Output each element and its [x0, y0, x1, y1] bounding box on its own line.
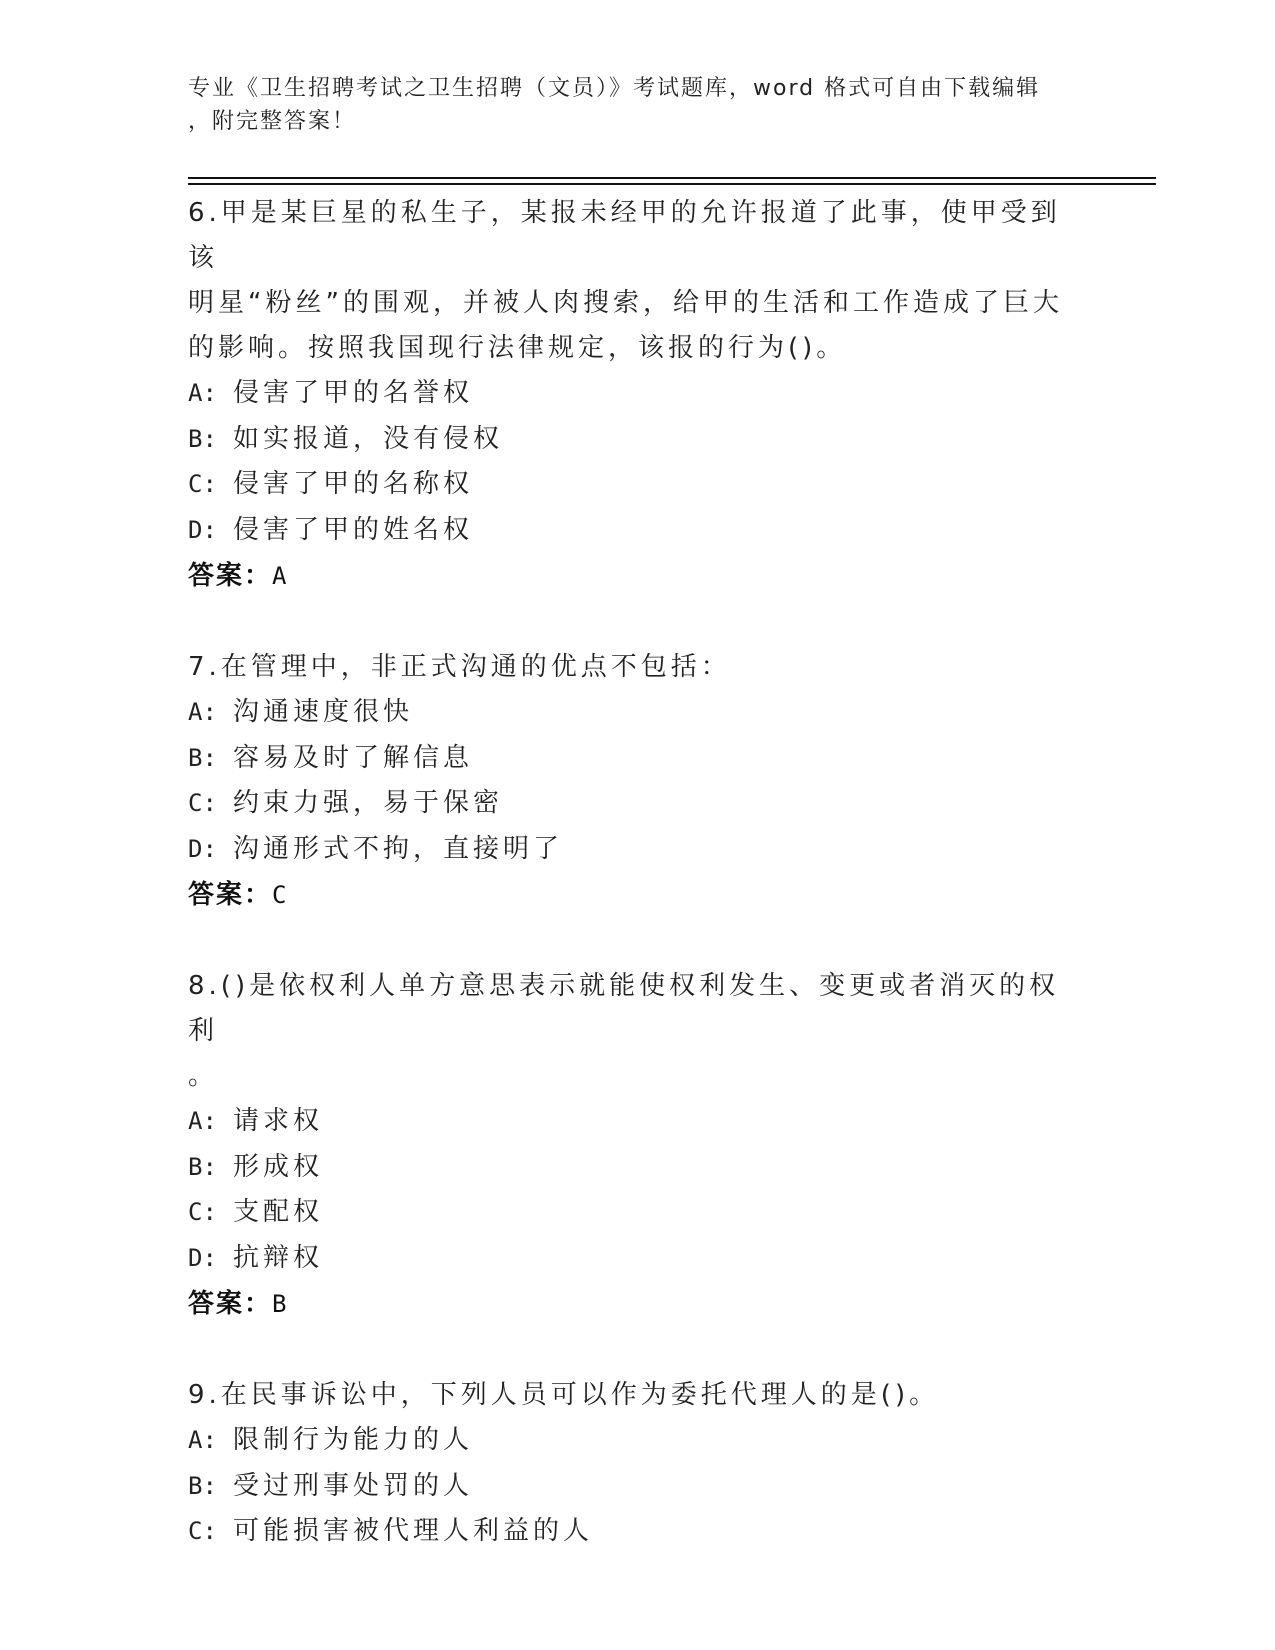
option-text: 侵害了甲的名誉权 [233, 378, 474, 408]
option-text: 如实报道，没有侵权 [233, 423, 504, 454]
question-6-line-2: 明星“粉丝”的围观，并被人肉搜索，给甲的生活和工作造成了巨大 [188, 288, 1063, 318]
option-letter: D: [188, 1243, 217, 1272]
option-letter: C: [188, 1198, 217, 1226]
option-text: 侵害了甲的名称权 [233, 469, 474, 499]
question-8-line-1: 8.()是依权利人单方意思表示就能使权利发生、变更或者消灭的权利 [188, 971, 1060, 1046]
question-7 [188, 645, 1078, 918]
question-6-option-b [188, 417, 1078, 463]
question-6-answer [188, 553, 1078, 599]
option-text: 限制行为能力的人 [233, 1425, 474, 1455]
question-7-option-a [188, 690, 1078, 736]
option-letter: B: [188, 1471, 217, 1500]
option-text: 形成权 [233, 1151, 324, 1182]
option-letter: C: [188, 1517, 217, 1545]
question-7-option-b [188, 736, 1078, 782]
question-9-line-1: 9.在民事诉讼中，下列人员可以作为委托代理人的是()。 [188, 1380, 940, 1410]
option-text: 约束力强，易于保密 [233, 788, 504, 818]
header-rule-bottom [188, 183, 1156, 185]
option-text: 侵害了甲的姓名权 [233, 514, 474, 545]
question-7-line-1: 7.在管理中，非正式沟通的优点不包括： [188, 652, 731, 682]
question-6-option-c [188, 462, 1078, 508]
question-6-option-a [188, 371, 1078, 417]
question-8-option-c [188, 1190, 1078, 1236]
question-8 [188, 964, 1078, 1327]
question-9 [188, 1373, 1078, 1555]
question-7-answer [188, 872, 1078, 918]
option-text: 可能损害被代理人利益的人 [233, 1516, 594, 1546]
question-8-option-b [188, 1145, 1078, 1191]
header-rule-top [188, 177, 1156, 179]
question-6-line-1: 6.甲是某巨星的私生子，某报未经甲的允许报道了此事，使甲受到该 [188, 198, 1061, 273]
question-8-option-a [188, 1099, 1078, 1145]
option-letter: C: [188, 789, 217, 817]
question-7-option-c [188, 781, 1078, 827]
question-9-option-c [188, 1509, 1078, 1555]
question-8-option-d [188, 1236, 1078, 1282]
option-text: 抗辩权 [233, 1242, 324, 1273]
option-letter: A: [188, 698, 217, 726]
option-text: 受过刑事处罚的人 [233, 1470, 474, 1501]
question-8-line-2: 。 [188, 1061, 219, 1091]
question-7-option-d [188, 827, 1078, 873]
answer-label: 答案： [188, 1289, 273, 1319]
option-letter: D: [188, 515, 217, 544]
option-letter: C: [188, 470, 217, 498]
option-letter: A: [188, 1426, 217, 1454]
question-list [188, 191, 1078, 1601]
question-9-option-b [188, 1464, 1078, 1510]
option-text: 沟通速度很快 [233, 697, 414, 727]
option-letter: D: [188, 834, 217, 863]
answer-value: C [272, 881, 289, 909]
header-line-1: 专业《卫生招聘考试之卫生招聘（文员）》考试题库，word 格式可自由下载编辑 [188, 76, 1041, 101]
question-9-option-a [188, 1418, 1078, 1464]
answer-label: 答案： [188, 880, 273, 910]
header-line-2: ，附完整答案！ [188, 109, 357, 134]
option-text: 容易及时了解信息 [233, 742, 474, 773]
answer-value: A [272, 562, 289, 590]
option-letter: B: [188, 743, 217, 772]
question-8-answer [188, 1281, 1078, 1327]
option-text: 沟通形式不拘，直接明了 [233, 833, 564, 864]
question-6-line-3: 的影响。按照我国现行法律规定，该报的行为()。 [188, 333, 847, 363]
option-letter: A: [188, 1107, 217, 1135]
option-text: 支配权 [233, 1197, 324, 1227]
question-6 [188, 191, 1078, 599]
option-letter: A: [188, 379, 217, 407]
option-letter: B: [188, 1152, 217, 1181]
option-letter: B: [188, 424, 217, 453]
document-header [188, 72, 1078, 138]
option-text: 请求权 [233, 1106, 324, 1136]
answer-label: 答案： [188, 561, 273, 591]
answer-value: B [272, 1290, 289, 1318]
question-6-option-d [188, 508, 1078, 554]
